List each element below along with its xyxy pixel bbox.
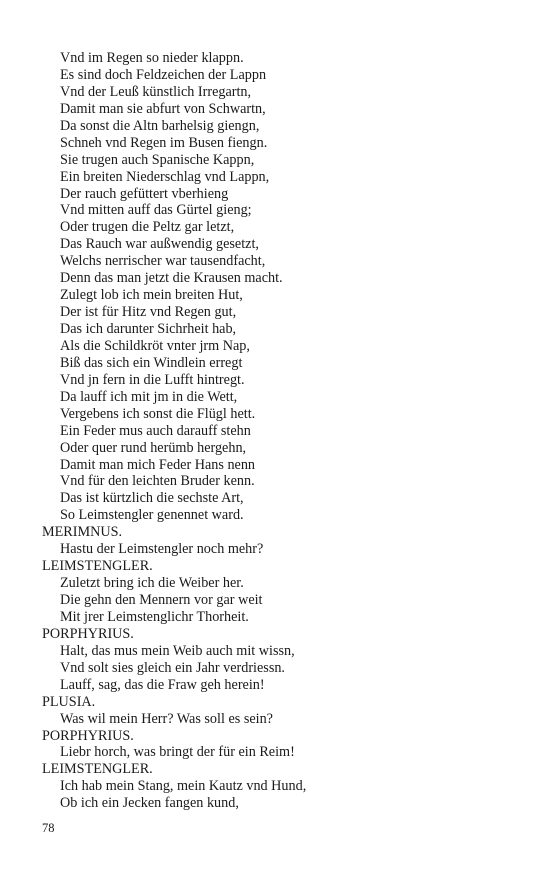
verse-line: Oder trugen die Peltz gar letzt, [60,219,235,236]
verse-line: Ein breiten Niederschlag vnd Lappn, [60,168,270,185]
verse-line: Was wil mein Herr? Was soll es sein? [60,710,273,727]
verse-line: Vnd jn fern in die Lufft hintregt. [60,371,245,388]
verse-line: So Leimstengler genennet ward. [60,507,244,524]
verse-line: Der ist für Hitz vnd Regen gut, [60,304,237,321]
verse-line: Halt, das mus mein Weib auch mit wissn, [60,642,295,659]
verse-line: Hastu der Leimstengler noch mehr? [60,541,264,558]
verse-line: Der rauch gefüttert vberhieng [60,185,229,202]
verse-line: Ob ich ein Jecken fangen kund, [60,795,239,812]
verse-line: Oder quer rund herümb hergehn, [60,439,247,456]
verse-line: Mit jrer Leimstenglichr Thorheit. [60,608,249,625]
verse-line: Da sonst die Altn barhelsig giengn, [60,117,260,134]
speaker-name: PLUSIA. [42,693,96,710]
verse-line: Da lauff ich mit jm in die Wett, [60,388,238,405]
verse-text-block [42,50,522,812]
verse-line: Zuletzt bring ich die Weiber her. [60,575,244,592]
speaker-name: PORPHYRIUS. [42,625,134,642]
verse-line: Vergebens ich sonst die Flügl hett. [60,405,256,422]
verse-line: Schneh vnd Regen im Busen fiengn. [60,134,268,151]
verse-line: Als die Schildkröt vnter jrm Nap, [60,337,250,354]
verse-line: Es sind doch Feldzeichen der Lappn [60,66,267,83]
verse-line: Welchs nerrischer war tausendfacht, [60,253,266,270]
verse-line: Damit man mich Feder Hans nenn [60,456,256,473]
verse-line: Vnd für den leichten Bruder kenn. [60,473,255,490]
verse-line: Vnd mitten auff das Gürtel gieng; [60,202,252,219]
verse-line: Sie trugen auch Spanische Kappn, [60,151,255,168]
verse-line: Vnd im Regen so nieder klappn. [60,50,244,66]
speaker-name: MERIMNUS. [42,524,123,541]
verse-line: Das ist kürtzlich die sechste Art, [60,490,244,507]
verse-line: Denn das man jetzt die Krausen macht. [60,270,283,287]
speaker-name: LEIMSTENGLER. [42,558,153,575]
page-number: 78 [42,821,55,835]
verse-line: Liebr horch, was bringt der für ein Reim! [60,744,295,761]
verse-line: Damit man sie abfurt von Schwartn, [60,100,266,117]
verse-line: Lauff, sag, das die Fraw geh herein! [60,676,265,693]
verse-line: Vnd der Leuß künstlich Irregartn, [60,83,252,100]
verse-line: Biß das sich ein Windlein erregt [60,354,243,371]
verse-line: Das ich darunter Sichrheit hab, [60,321,237,337]
verse-line: Vnd solt sies gleich ein Jahr verdriessn. [60,659,285,676]
speaker-name: LEIMSTENGLER. [42,761,153,778]
speaker-name: PORPHYRIUS. [42,727,134,744]
verse-line: Ein Feder mus auch darauff stehn [60,422,251,439]
verse-line: Ich hab mein Stang, mein Kautz vnd Hund, [60,778,307,795]
verse-line: Die gehn den Mennern vor gar weit [60,592,263,608]
verse-line: Zulegt lob ich mein breiten Hut, [60,287,243,304]
verse-line: Das Rauch war außwendig gesetzt, [60,236,259,253]
